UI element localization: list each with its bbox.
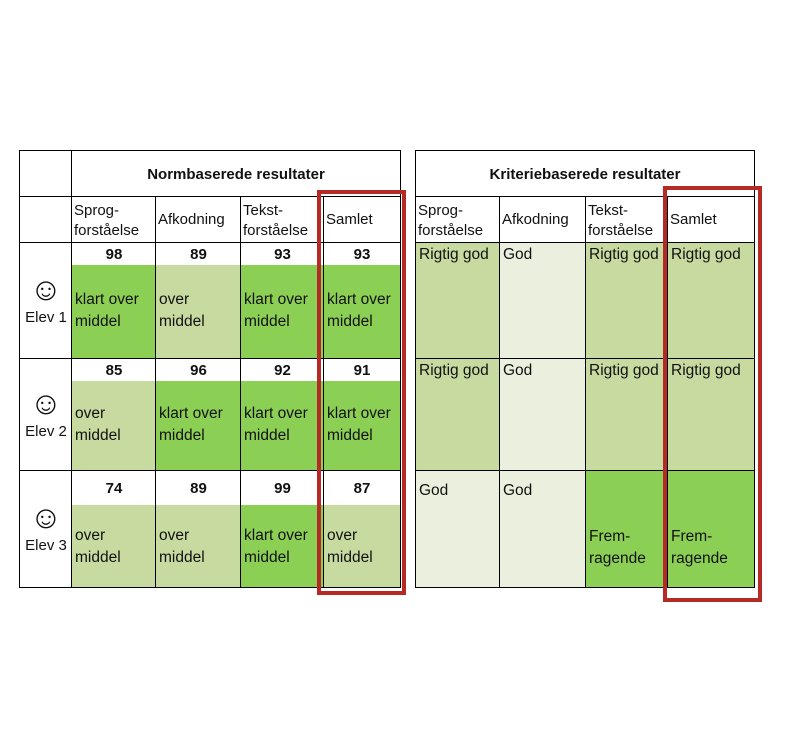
result-cell: [71, 358, 157, 472]
score-value: 93: [241, 243, 324, 265]
result-cell: [240, 242, 325, 360]
criteria-cell: Rigtig god: [667, 358, 755, 472]
result-desc: over middel: [159, 291, 205, 330]
col-header-line: forståelse: [74, 222, 140, 239]
result-desc: over middel: [75, 527, 121, 566]
col-header-line: Tekst-: [588, 202, 629, 219]
criteria-cell: Frem- ragende: [585, 470, 669, 588]
score-value: 92: [241, 359, 324, 381]
score-value: 89: [156, 471, 241, 505]
criteria-cell: Rigtig god: [415, 358, 501, 472]
score-value: 87: [324, 471, 400, 505]
criteria-cell: God: [415, 470, 501, 588]
smiley-icon: ☺: [29, 499, 63, 535]
smiley-icon: ☺: [29, 385, 63, 421]
right-col-header-afkodning: [499, 196, 587, 244]
result-desc: over middel: [327, 527, 373, 566]
col-header-line: forståelse: [243, 222, 309, 239]
result-cell: [155, 470, 242, 588]
student-label-cell: [19, 470, 73, 588]
result-desc: klart over middel: [327, 405, 391, 444]
result-desc: klart over middel: [159, 405, 223, 444]
student-label-cell: [19, 358, 73, 472]
left-col-header-tekstforstaaelse: [240, 196, 325, 244]
result-cell: [71, 242, 157, 360]
left-table-title: Normbaserede resultater: [71, 150, 401, 198]
result-desc: klart over middel: [244, 291, 308, 330]
result-cell: [155, 358, 242, 472]
result-cell: [155, 242, 242, 360]
score-value: 91: [324, 359, 400, 381]
col-header-line: Afkodning: [158, 211, 225, 228]
left-col-header-sprogforstaaelse: [71, 196, 157, 244]
samlet-highlight-box: [317, 190, 406, 595]
criteria-cell: Rigtig god: [585, 242, 669, 360]
right-col-header-tekstforstaaelse: [585, 196, 669, 244]
result-desc: klart over middel: [327, 291, 391, 330]
col-header-line: Tekst-: [243, 202, 284, 219]
samlet-highlight-box: [663, 186, 762, 602]
col-header-line: forståelse: [588, 222, 654, 239]
col-header-line: Samlet: [670, 211, 717, 228]
col-header-line: Sprog-: [74, 202, 120, 219]
col-header-line: forståelse: [418, 222, 484, 239]
score-value: 96: [156, 359, 241, 381]
criteria-cell: God: [499, 470, 587, 588]
student-label: Elev 3: [25, 537, 67, 554]
score-value: 89: [156, 243, 241, 265]
criteria-cell: Rigtig god: [667, 242, 755, 360]
criteria-cell: God: [499, 358, 587, 472]
result-desc: over middel: [75, 405, 121, 444]
score-value: 98: [72, 243, 156, 265]
student-label-cell: [19, 242, 73, 360]
col-header-line: Afkodning: [502, 211, 569, 228]
col-header-line: Samlet: [326, 211, 373, 228]
right-col-header-sprogforstaaelse: [415, 196, 501, 244]
corner-cell: [19, 196, 73, 244]
student-label: Elev 1: [25, 309, 67, 326]
criteria-cell: God: [499, 242, 587, 360]
score-value: 99: [241, 471, 324, 505]
result-desc: klart over middel: [75, 291, 139, 330]
criteria-cell: Rigtig god: [415, 242, 501, 360]
result-desc: over middel: [159, 527, 205, 566]
criteria-cell: Frem- ragende: [667, 470, 755, 588]
criteria-cell: Rigtig god: [585, 358, 669, 472]
result-cell: [240, 358, 325, 472]
result-cell: [240, 470, 325, 588]
score-value: 85: [72, 359, 156, 381]
corner-cell: [19, 150, 73, 198]
result-desc: klart over middel: [244, 527, 308, 566]
score-value: 93: [324, 243, 400, 265]
student-label: Elev 2: [25, 423, 67, 440]
score-value: 74: [72, 471, 156, 505]
smiley-icon: ☺: [29, 271, 63, 307]
result-cell: [71, 470, 157, 588]
left-col-header-afkodning: [155, 196, 242, 244]
result-desc: klart over middel: [244, 405, 308, 444]
right-table-title: Kriteriebaserede resultater: [415, 150, 755, 198]
col-header-line: Sprog-: [418, 202, 464, 219]
